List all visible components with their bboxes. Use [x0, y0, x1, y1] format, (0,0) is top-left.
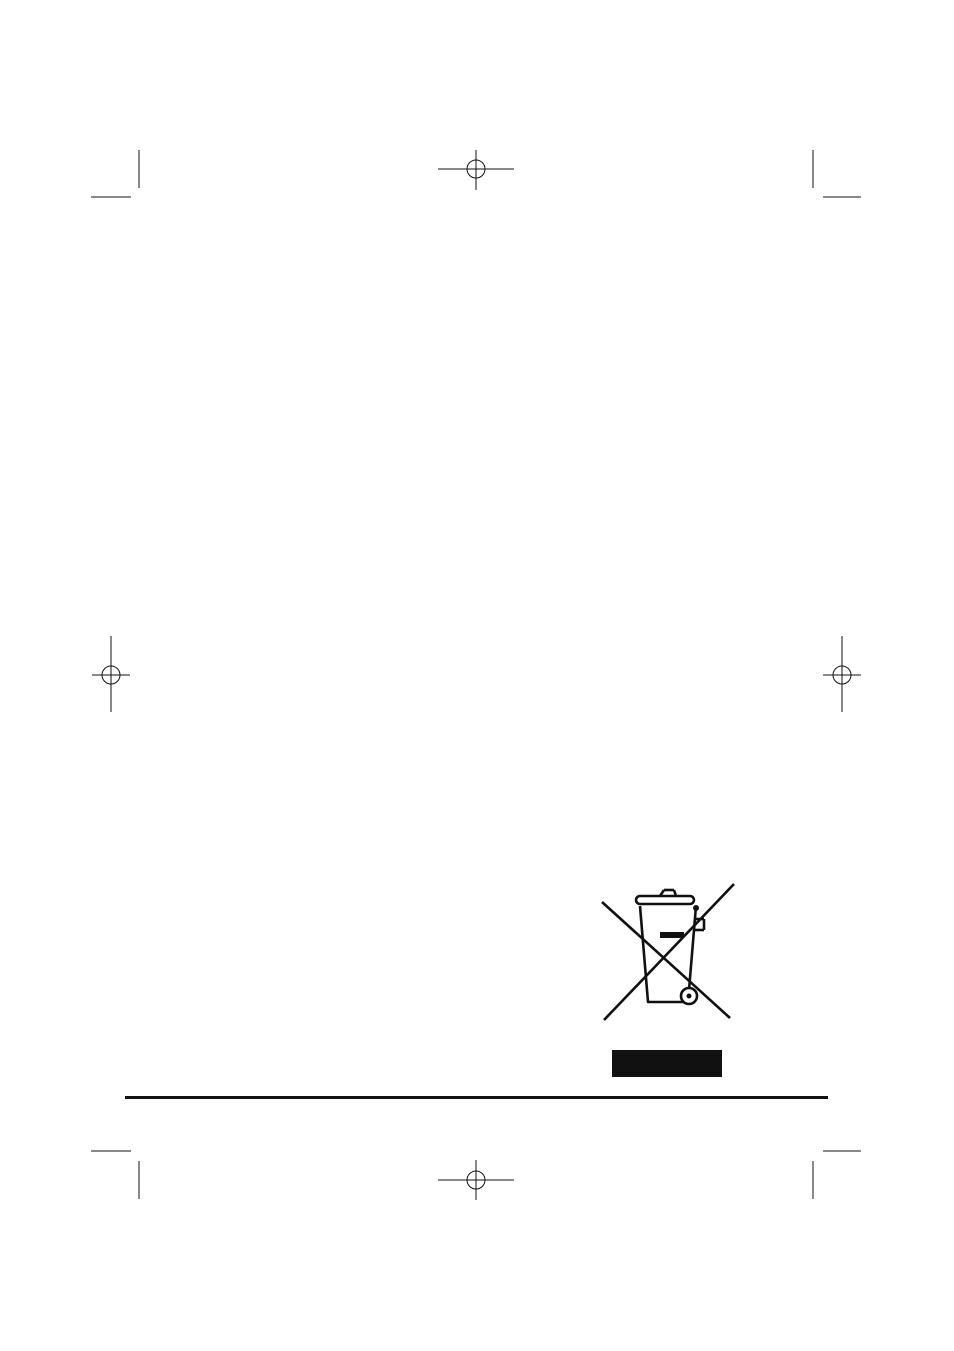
- registration-marks: [92, 150, 861, 1200]
- weee-crossed-bin-icon: [596, 882, 738, 1024]
- page-content: [208, 262, 753, 266]
- footer-rule: [125, 1096, 828, 1099]
- weee-bar: [612, 1050, 722, 1077]
